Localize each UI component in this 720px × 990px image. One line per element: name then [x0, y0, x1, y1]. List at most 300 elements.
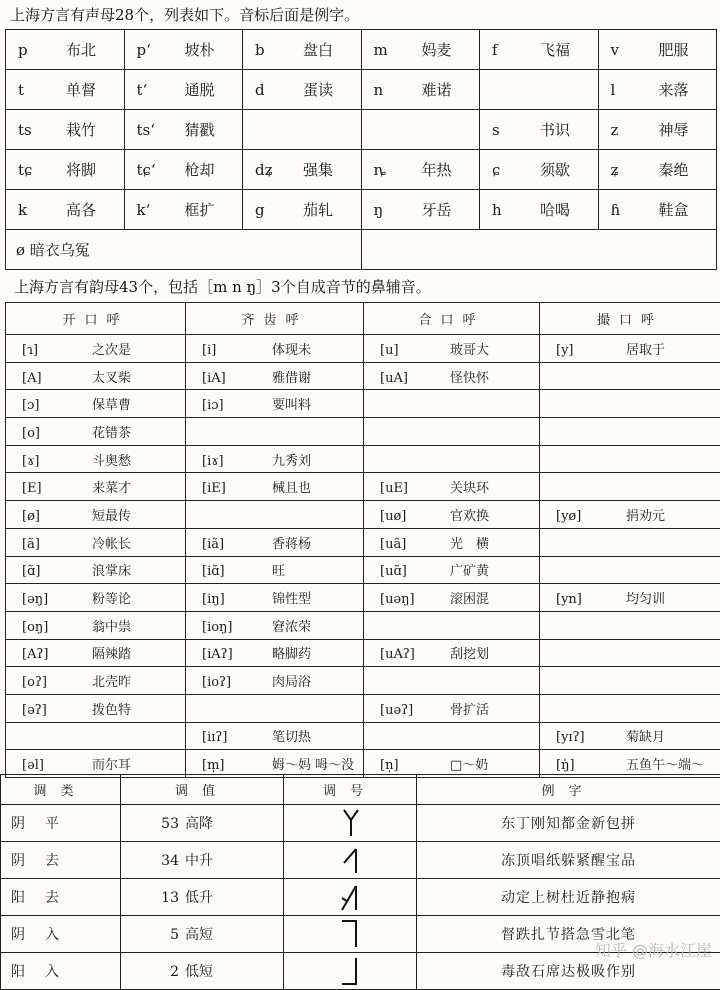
finals-ipa: [iŋ]: [186, 592, 272, 607]
finals-ipa: [əl]: [6, 758, 92, 773]
finals-cell: [364, 473, 540, 501]
finals-example: 九秀刘: [272, 450, 311, 469]
finals-row: [6, 722, 720, 750]
consonant-cell-empty: [361, 230, 717, 270]
consonant-example: 肥服: [659, 39, 689, 60]
tone-mark-falling-icon: [334, 806, 366, 840]
consonant-symbol: ɕ: [480, 161, 540, 179]
finals-row: [6, 639, 720, 667]
finals-cell: [364, 694, 540, 722]
finals-ipa: [əŋ]: [6, 592, 92, 607]
finals-example: 翁中祟: [92, 616, 131, 635]
finals-example: 略脚药: [272, 643, 311, 662]
finals-ipa: [uE]: [364, 481, 450, 496]
finals-example: 花错茶: [92, 422, 131, 441]
finals-ipa: [ioŋ]: [186, 620, 272, 635]
tone-examples: 东丁刚知都金新包拼: [417, 805, 720, 842]
consonant-cell-zero: ø 暗衣乌冤: [6, 230, 362, 270]
consonant-symbol: s: [480, 121, 540, 139]
finals-example: 锦性型: [272, 588, 311, 607]
consonant-symbol: tɕʻ: [125, 161, 185, 179]
finals-cell: [540, 611, 720, 639]
finals-ipa: [i]: [186, 343, 272, 358]
finals-example: 之次是: [92, 339, 131, 358]
finals-example: 捐劝元: [626, 505, 665, 524]
finals-cell: [186, 584, 364, 612]
consonant-example: 坡朴: [185, 39, 215, 60]
finals-row: [6, 445, 720, 473]
finals-ipa: [uəŋ]: [364, 592, 450, 607]
finals-example: 保草曹: [92, 394, 131, 413]
consonant-cell: [480, 110, 599, 150]
tone-mark-cell: [284, 953, 417, 990]
tone-header: 调号: [284, 775, 417, 805]
consonant-example: 须歇: [540, 159, 570, 180]
finals-cell: [364, 390, 540, 418]
consonant-row: [6, 190, 717, 230]
finals-ipa: [ŋ̍]: [540, 758, 626, 773]
consonant-example: 通脱: [185, 79, 215, 100]
finals-ipa: [yø]: [540, 509, 626, 524]
finals-cell: [186, 473, 364, 501]
finals-example: 玻哥大: [450, 339, 489, 358]
tone-value: 34: [121, 853, 185, 869]
finals-ipa: [E]: [6, 481, 92, 496]
finals-cell: [186, 611, 364, 639]
finals-example: 光 横: [450, 533, 489, 552]
finals-ipa: [yn]: [540, 592, 626, 607]
consonant-symbol: g: [243, 201, 303, 219]
consonant-symbol: ts: [6, 121, 66, 139]
finals-cell: [6, 722, 186, 750]
finals-example: 均匀训: [626, 588, 665, 607]
finals-cell: [364, 584, 540, 612]
tone-mark-cell: [284, 916, 417, 953]
consonant-symbol: tsʻ: [125, 121, 185, 139]
tone-mark-cell: [284, 805, 417, 842]
consonant-example: 高各: [66, 199, 96, 220]
finals-row: [6, 584, 720, 612]
finals-cell: [6, 390, 186, 418]
finals-cell: [540, 418, 720, 446]
consonant-cell: [124, 30, 243, 70]
consonant-cell: [124, 110, 243, 150]
consonant-row: [6, 110, 717, 150]
finals-cell: [6, 556, 186, 584]
consonant-example: 盘白: [303, 39, 333, 60]
tone-value-cell: [121, 879, 284, 916]
tone-examples: 冻顶唱纸躲紧醒宝品: [417, 842, 720, 879]
consonant-symbol: kʻ: [125, 201, 185, 219]
finals-cell: [540, 722, 720, 750]
finals-header: 开口呼: [6, 303, 186, 335]
finals-cell: [364, 418, 540, 446]
tone-value-cell: [121, 916, 284, 953]
consonants-caption: 上海方言有声母28个，列表如下。音标后面是例字。: [10, 4, 359, 25]
consonant-cell: [361, 70, 480, 110]
finals-ipa: [yɪʔ]: [540, 730, 626, 745]
finals-row: [6, 667, 720, 695]
finals-example: 而尔耳: [92, 754, 131, 773]
consonant-cell: [6, 190, 125, 230]
finals-example: 香蒋杨: [272, 533, 311, 552]
finals-example: 窘浓荣: [272, 616, 311, 635]
tone-header: 例字: [417, 775, 720, 805]
consonant-example: 茄轧: [303, 199, 333, 220]
finals-cell: [186, 501, 364, 529]
finals-cell: [6, 667, 186, 695]
consonant-cell: [361, 30, 480, 70]
tone-description: 低短: [185, 964, 213, 980]
tone-mark-high-short-icon: [334, 917, 366, 951]
consonant-symbol: tʻ: [125, 81, 185, 99]
consonant-symbol: m: [362, 41, 422, 59]
consonant-example: 哈喝: [540, 199, 570, 220]
consonant-example: 妈麦: [422, 39, 452, 60]
finals-cell: [6, 473, 186, 501]
finals-example: 北壳昨: [92, 671, 131, 690]
finals-ipa: [uAʔ]: [364, 647, 450, 662]
finals-cell: [364, 611, 540, 639]
tone-examples: 督跌扎节搭急雪北笔: [417, 916, 720, 953]
consonant-example: 秦绝: [659, 159, 689, 180]
finals-ipa: [iA]: [186, 371, 272, 386]
finals-cell: [540, 639, 720, 667]
finals-ipa: [o]: [6, 426, 92, 441]
finals-ipa: [iAʔ]: [186, 647, 272, 662]
consonant-symbol: ʑ: [599, 161, 659, 179]
consonant-symbol: f: [480, 41, 540, 59]
finals-ipa: [uəʔ]: [364, 703, 450, 718]
finals-row: [6, 473, 720, 501]
finals-cell: [364, 556, 540, 584]
consonant-symbol: k: [6, 201, 66, 219]
finals-ipa: [iɪʔ]: [186, 730, 272, 745]
consonant-example: 单督: [66, 79, 96, 100]
finals-ipa: [ioʔ]: [186, 675, 272, 690]
tone-value-cell: [121, 953, 284, 990]
consonant-symbol: t: [6, 81, 66, 99]
finals-cell: [6, 528, 186, 556]
consonant-example: 强集: [303, 159, 333, 180]
finals-cell: [540, 501, 720, 529]
finals-example: 体现未: [272, 339, 311, 358]
tone-mark-cell: [284, 842, 417, 879]
finals-ipa: [oʔ]: [6, 675, 92, 690]
consonant-cell: [480, 30, 599, 70]
finals-row: [6, 362, 720, 390]
finals-example: 怪快怀: [450, 367, 489, 386]
finals-ipa: [ɑ̃]: [6, 564, 92, 579]
consonant-cell: [243, 30, 362, 70]
consonant-example: 猜戳: [185, 119, 215, 140]
consonant-symbol: l: [599, 81, 659, 99]
tone-category: 阳去: [1, 879, 121, 916]
tone-description: 高降: [185, 816, 213, 832]
finals-example: 短最传: [92, 505, 131, 524]
consonant-cell: [6, 70, 125, 110]
consonant-cell: [124, 70, 243, 110]
consonant-example: 难诺: [422, 79, 452, 100]
finals-example: 广矿黄: [450, 560, 489, 579]
finals-table: [5, 302, 720, 778]
tone-header: 调类: [1, 775, 121, 805]
tone-value: 5: [121, 927, 185, 943]
finals-ipa: [ɤ]: [6, 454, 92, 469]
finals-cell: [6, 501, 186, 529]
finals-example: 居取于: [626, 339, 665, 358]
consonant-table: [5, 29, 717, 270]
finals-ipa: [iɔ]: [186, 398, 272, 413]
finals-cell: [186, 528, 364, 556]
finals-example: 骨扩活: [450, 699, 489, 718]
finals-cell: [186, 694, 364, 722]
finals-header: 合口呼: [364, 303, 540, 335]
finals-row: [6, 335, 720, 363]
finals-example: 来菜才: [92, 477, 131, 496]
finals-cell: [540, 694, 720, 722]
finals-cell: [6, 694, 186, 722]
consonant-cell: [243, 70, 362, 110]
finals-cell: [6, 584, 186, 612]
finals-row: [6, 528, 720, 556]
finals-cell: [540, 556, 720, 584]
finals-cell: [6, 611, 186, 639]
finals-example: 浪掌床: [92, 560, 131, 579]
finals-ipa: [əʔ]: [6, 703, 92, 718]
consonant-cell: [480, 70, 599, 110]
finals-ipa: [ɿ]: [6, 343, 92, 358]
tone-category: 阴平: [1, 805, 121, 842]
consonant-symbol: b: [243, 41, 303, 59]
finals-example: 姆～妈 呣～没: [272, 754, 354, 773]
finals-example: 斗奥愁: [92, 450, 131, 469]
finals-ipa: [iã]: [186, 537, 272, 552]
finals-example: 粉等论: [92, 588, 131, 607]
consonant-symbol: tɕ: [6, 161, 66, 179]
consonant-example: 书识: [540, 119, 570, 140]
finals-ipa: [u]: [364, 343, 450, 358]
consonant-example: 神辱: [659, 119, 689, 140]
finals-example: 冷帐长: [92, 533, 131, 552]
finals-ipa: [m̩]: [186, 758, 272, 773]
consonant-cell: [243, 110, 362, 150]
finals-ipa: [uã]: [364, 537, 450, 552]
finals-example: 关块环: [450, 477, 489, 496]
consonant-example: 来落: [659, 79, 689, 100]
finals-example: 拨色特: [92, 699, 131, 718]
finals-cell: [6, 418, 186, 446]
consonant-cell: [598, 110, 717, 150]
tone-mark-mid-rising-icon: [334, 843, 366, 877]
tone-row: [1, 805, 720, 842]
finals-cell: [186, 362, 364, 390]
finals-example: 笔切热: [272, 726, 311, 745]
tone-value-cell: [121, 805, 284, 842]
tone-row: [1, 879, 720, 916]
finals-cell: [6, 335, 186, 363]
finals-ipa: [uA]: [364, 371, 450, 386]
finals-example: 官欢换: [450, 505, 489, 524]
finals-cell: [186, 390, 364, 418]
finals-ipa: [A]: [6, 371, 92, 386]
finals-cell: [364, 335, 540, 363]
finals-ipa: [y]: [540, 343, 626, 358]
consonant-cell: [361, 110, 480, 150]
finals-cell: [6, 445, 186, 473]
finals-example: 隔辣踏: [92, 643, 131, 662]
consonant-cell: [361, 150, 480, 190]
consonant-cell: [598, 190, 717, 230]
consonant-row: [6, 230, 717, 270]
consonant-symbol: z: [599, 121, 659, 139]
consonant-example: 年热: [422, 159, 452, 180]
tone-row: [1, 842, 720, 879]
consonant-example: 飞福: [540, 39, 570, 60]
consonant-example: 栽竹: [66, 119, 96, 140]
finals-ipa: [uɑ̃]: [364, 564, 450, 579]
finals-cell: [364, 362, 540, 390]
finals-example: 五鱼午～端～: [626, 754, 704, 773]
finals-cell: [6, 639, 186, 667]
finals-example: □～奶: [450, 754, 488, 773]
finals-cell: [186, 667, 364, 695]
tone-description: 高短: [185, 927, 213, 943]
consonant-row: [6, 70, 717, 110]
finals-cell: [364, 528, 540, 556]
finals-caption: 上海方言有韵母43个，包括［m n ŋ］3个自成音节的鼻辅音。: [14, 276, 431, 297]
consonant-example: 蛋读: [303, 79, 333, 100]
consonant-symbol: ȵ: [362, 161, 422, 179]
finals-row: [6, 556, 720, 584]
finals-cell: [540, 584, 720, 612]
consonant-symbol: ŋ: [362, 201, 422, 219]
consonant-symbol: p: [6, 41, 66, 59]
finals-cell: [186, 556, 364, 584]
finals-cell: [540, 335, 720, 363]
consonant-example: 框扩: [185, 199, 215, 220]
tone-mark-low-short-icon: [334, 954, 366, 988]
consonant-symbol: pʻ: [125, 41, 185, 59]
finals-ipa: [ø]: [6, 509, 92, 524]
finals-cell: [540, 667, 720, 695]
tone-mark-low-rising-icon: [334, 880, 366, 914]
finals-cell: [364, 501, 540, 529]
tone-value-cell: [121, 842, 284, 879]
watermark: 知乎 @海水江崖: [595, 938, 712, 961]
consonant-cell: [124, 190, 243, 230]
finals-cell: [364, 639, 540, 667]
consonant-example: 布北: [66, 39, 96, 60]
consonant-cell: [6, 110, 125, 150]
finals-example: 菊缺月: [626, 726, 665, 745]
finals-cell: [540, 473, 720, 501]
consonant-example: 鞋盒: [659, 199, 689, 220]
consonant-symbol: n: [362, 81, 422, 99]
finals-ipa: [uø]: [364, 509, 450, 524]
tone-category: 阴去: [1, 842, 121, 879]
consonant-cell: [598, 70, 717, 110]
finals-ipa: [ã]: [6, 537, 92, 552]
finals-cell: [186, 418, 364, 446]
finals-row: [6, 694, 720, 722]
consonant-cell: [598, 30, 717, 70]
tone-mark-cell: [284, 879, 417, 916]
finals-cell: [364, 722, 540, 750]
finals-example: 肉局浴: [272, 671, 311, 690]
finals-ipa: [Aʔ]: [6, 647, 92, 662]
finals-cell: [540, 362, 720, 390]
finals-cell: [540, 445, 720, 473]
tone-header: 调值: [121, 775, 284, 805]
consonant-cell: [6, 150, 125, 190]
consonant-symbol: v: [599, 41, 659, 59]
finals-cell: [540, 528, 720, 556]
tone-examples: 毒敌石席达极吸作别: [417, 953, 720, 990]
finals-cell: [6, 362, 186, 390]
consonant-cell: [598, 150, 717, 190]
finals-row: [6, 611, 720, 639]
tone-examples: 动定上树杜近静抱病: [417, 879, 720, 916]
consonant-example: 牙岳: [422, 199, 452, 220]
finals-cell: [186, 335, 364, 363]
finals-ipa: [n̩]: [364, 758, 450, 773]
finals-example: 太叉柴: [92, 367, 131, 386]
finals-cell: [186, 445, 364, 473]
finals-ipa: [iE]: [186, 481, 272, 496]
consonant-row: [6, 30, 717, 70]
tone-category: 阳入: [1, 953, 121, 990]
consonant-example: 将脚: [66, 159, 96, 180]
tone-description: 低升: [185, 890, 213, 906]
finals-example: 滚困混: [450, 588, 489, 607]
finals-header: 齐齿呼: [186, 303, 364, 335]
finals-row: [6, 390, 720, 418]
finals-example: 旺: [272, 560, 285, 579]
tone-value: 53: [121, 816, 185, 832]
tone-description: 中升: [185, 853, 213, 869]
finals-ipa: [iɤ]: [186, 454, 272, 469]
finals-cell: [186, 722, 364, 750]
finals-example: 雅借谢: [272, 367, 311, 386]
consonant-cell: [480, 190, 599, 230]
consonant-symbol: ɦ: [599, 201, 659, 219]
consonant-symbol: dʑ: [243, 161, 303, 179]
consonant-cell: [6, 30, 125, 70]
consonant-row: [6, 150, 717, 190]
finals-row: [6, 418, 720, 446]
finals-example: 械且也: [272, 477, 311, 496]
finals-example: 要叫料: [272, 394, 311, 413]
tone-value: 13: [121, 890, 185, 906]
tone-category: 阴入: [1, 916, 121, 953]
consonant-cell: [361, 190, 480, 230]
finals-ipa: [iɑ̃]: [186, 564, 272, 579]
consonant-symbol: d: [243, 81, 303, 99]
consonant-example: 枪却: [185, 159, 215, 180]
finals-example: 刮挖划: [450, 643, 489, 662]
consonant-cell: [480, 150, 599, 190]
finals-row: [6, 501, 720, 529]
finals-cell: [540, 390, 720, 418]
finals-cell: [186, 639, 364, 667]
finals-cell: [364, 445, 540, 473]
consonant-symbol: h: [480, 201, 540, 219]
finals-ipa: [ɔ]: [6, 398, 92, 413]
consonant-cell: [243, 150, 362, 190]
finals-cell: [364, 667, 540, 695]
finals-ipa: [oŋ]: [6, 620, 92, 635]
